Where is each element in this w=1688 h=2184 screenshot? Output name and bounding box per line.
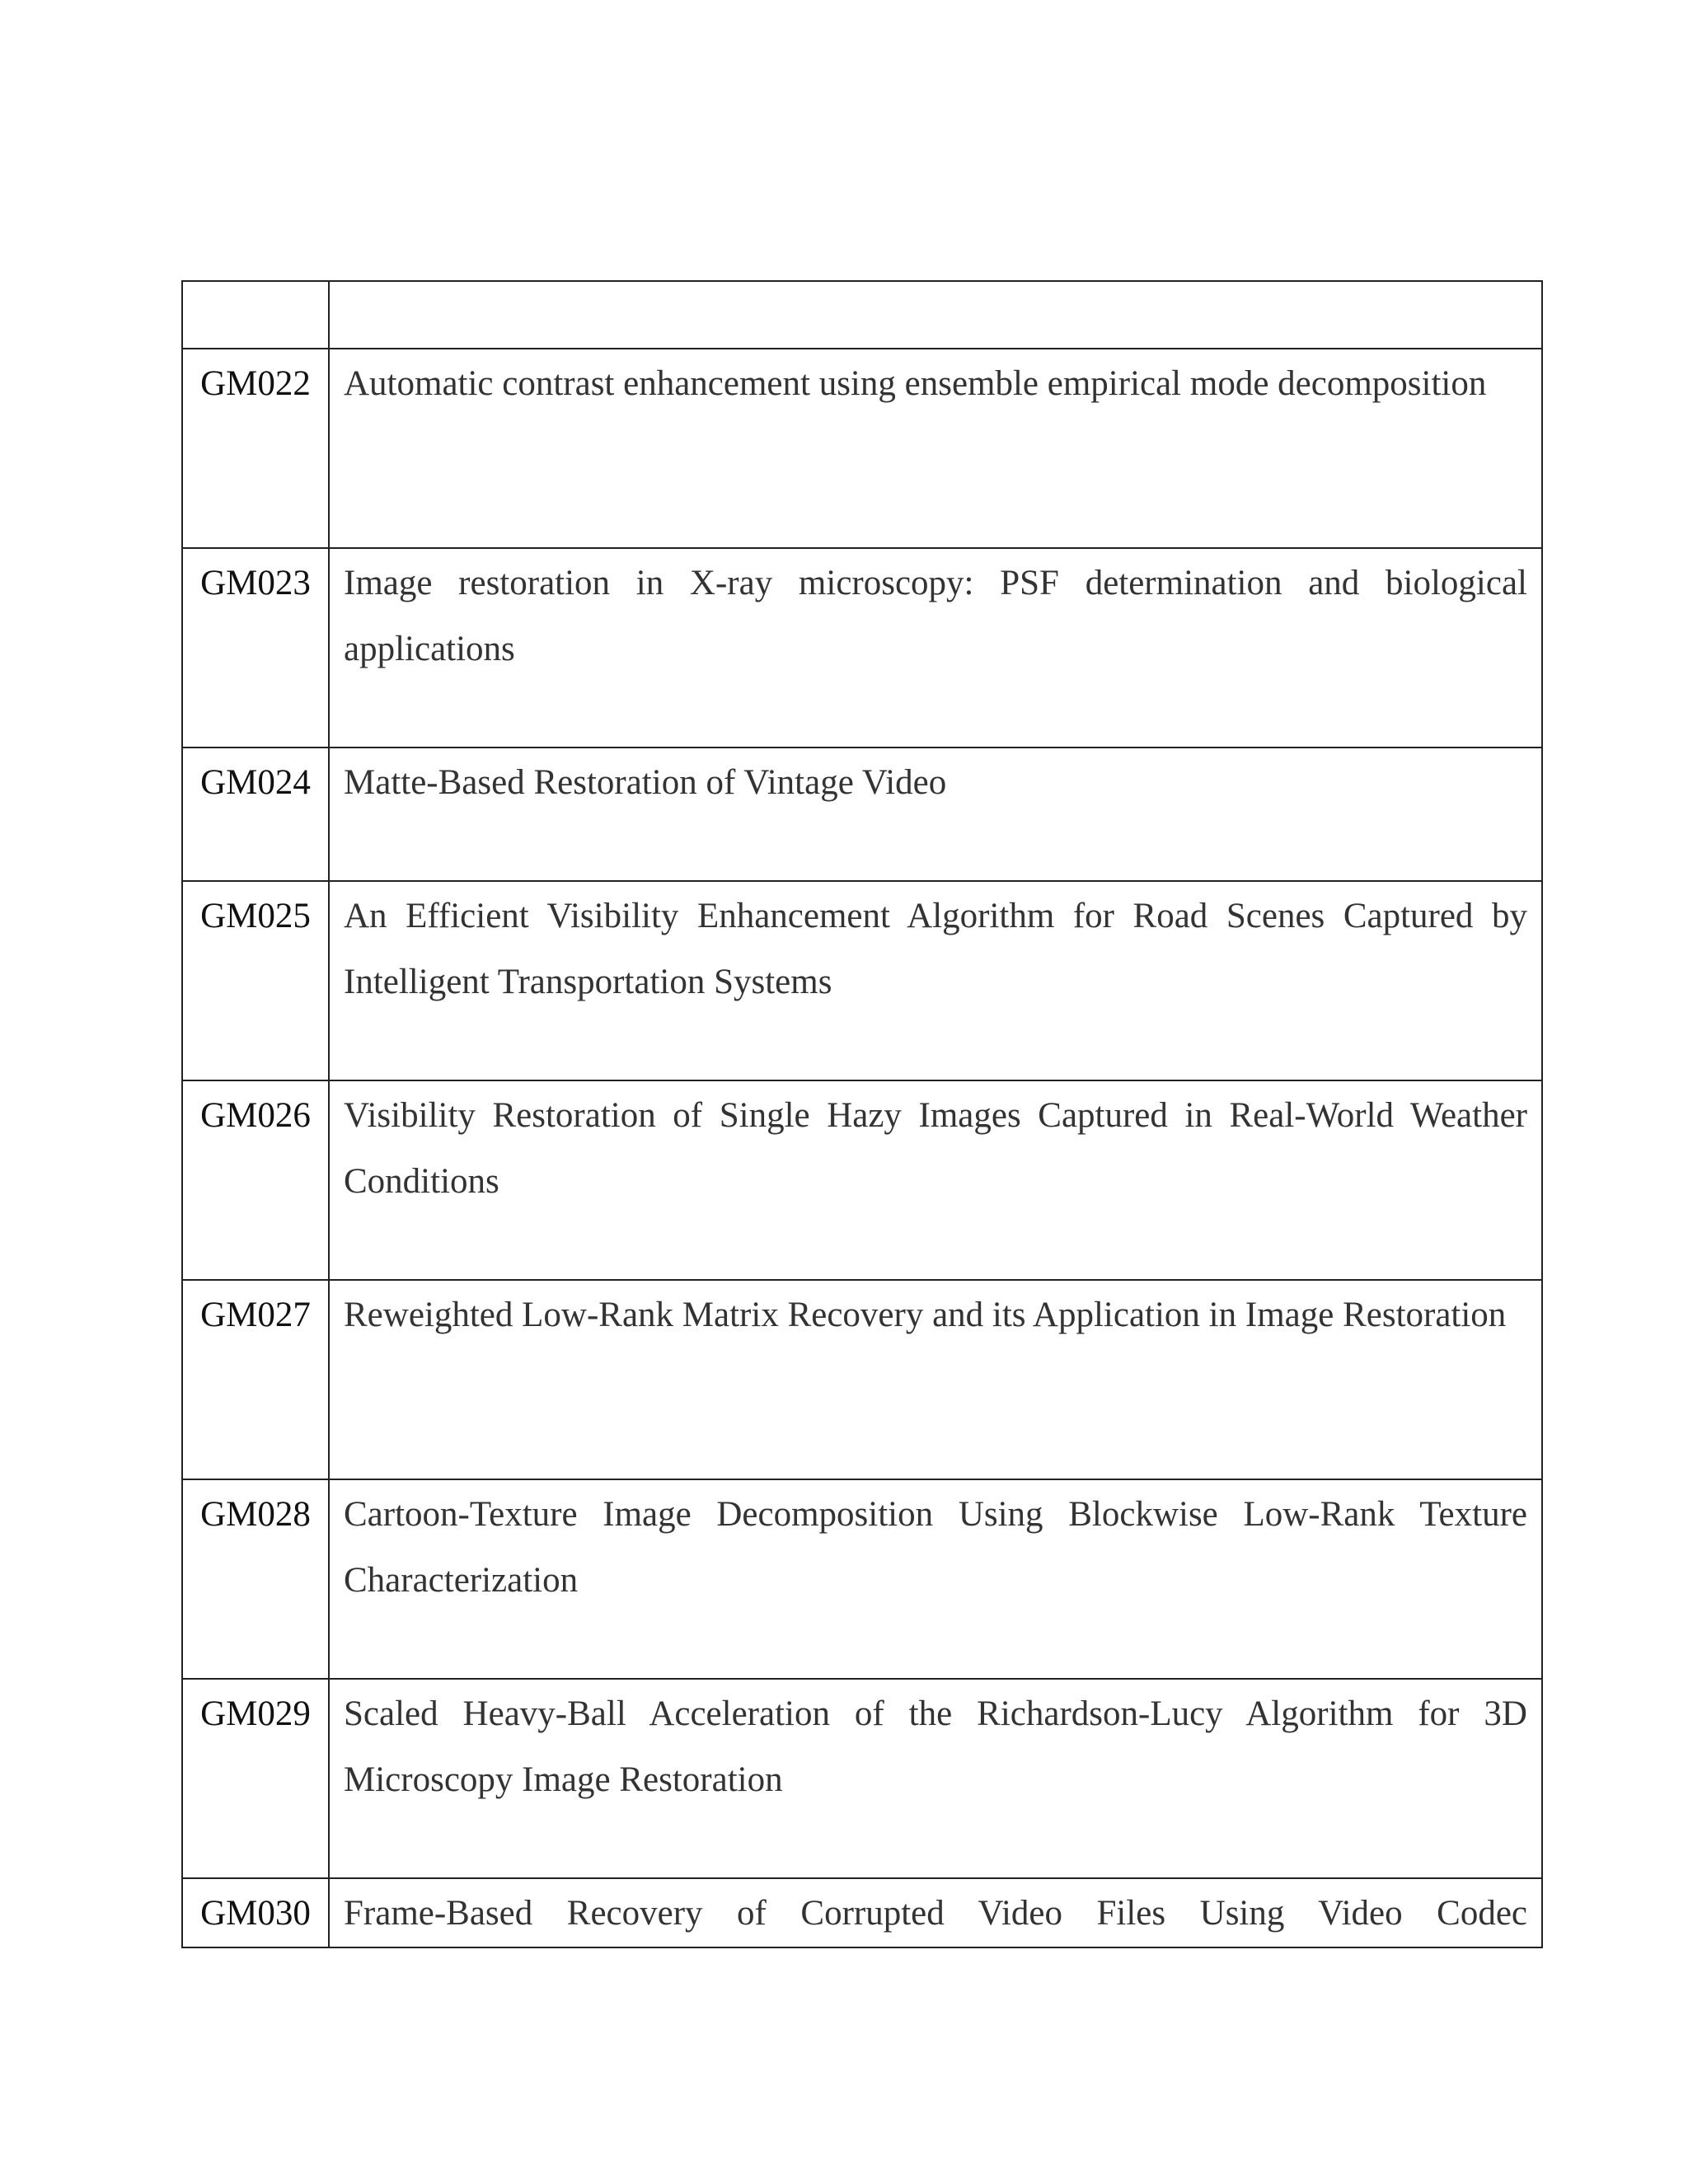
table-row [182, 1878, 1542, 1947]
table-row [182, 881, 1542, 1080]
paper-title-cell: An Efficient Visibility Enhancement Algorithm for Road Scenes Captured by Intelligent Transportation Systems [329, 881, 1542, 1080]
table-row [182, 548, 1542, 748]
paper-title-cell: Image restoration in X-ray microscopy: PSF determination and biological applications [329, 548, 1542, 748]
paper-title-cell: Automatic contrast enhancement using ensemble empirical mode decomposition [329, 349, 1542, 548]
paper-title-cell: Matte-Based Restoration of Vintage Video [329, 748, 1542, 881]
paper-title-cell [329, 281, 1542, 349]
table-row [182, 1080, 1542, 1280]
paper-list-table [181, 280, 1543, 1948]
paper-title-cell: Cartoon-Texture Image Decomposition Using Blockwise Low-Rank Texture Characterization [329, 1479, 1542, 1679]
paper-id-cell: GM026 [182, 1080, 329, 1280]
paper-id-cell: GM029 [182, 1679, 329, 1878]
table-row [182, 349, 1542, 548]
paper-id-cell: GM025 [182, 881, 329, 1080]
paper-id-cell: GM023 [182, 548, 329, 748]
paper-title-cell: Reweighted Low-Rank Matrix Recovery and its Application in Image Restoration [329, 1280, 1542, 1479]
paper-id-cell: GM022 [182, 349, 329, 548]
paper-title-cell: Frame-Based Recovery of Corrupted Video Files Using Video Codec [329, 1878, 1542, 1947]
table-row [182, 1479, 1542, 1679]
table-row [182, 748, 1542, 881]
paper-id-cell: GM028 [182, 1479, 329, 1679]
table-row [182, 1280, 1542, 1479]
table-row [182, 1679, 1542, 1878]
paper-id-cell: GM027 [182, 1280, 329, 1479]
paper-id-cell [182, 281, 329, 349]
table-row [182, 281, 1542, 349]
paper-title-cell: Visibility Restoration of Single Hazy Images Captured in Real-World Weather Conditions [329, 1080, 1542, 1280]
paper-title-cell: Scaled Heavy-Ball Acceleration of the Richardson-Lucy Algorithm for 3D Microscopy Image Restoration [329, 1679, 1542, 1878]
paper-id-cell: GM030 [182, 1878, 329, 1947]
paper-id-cell: GM024 [182, 748, 329, 881]
